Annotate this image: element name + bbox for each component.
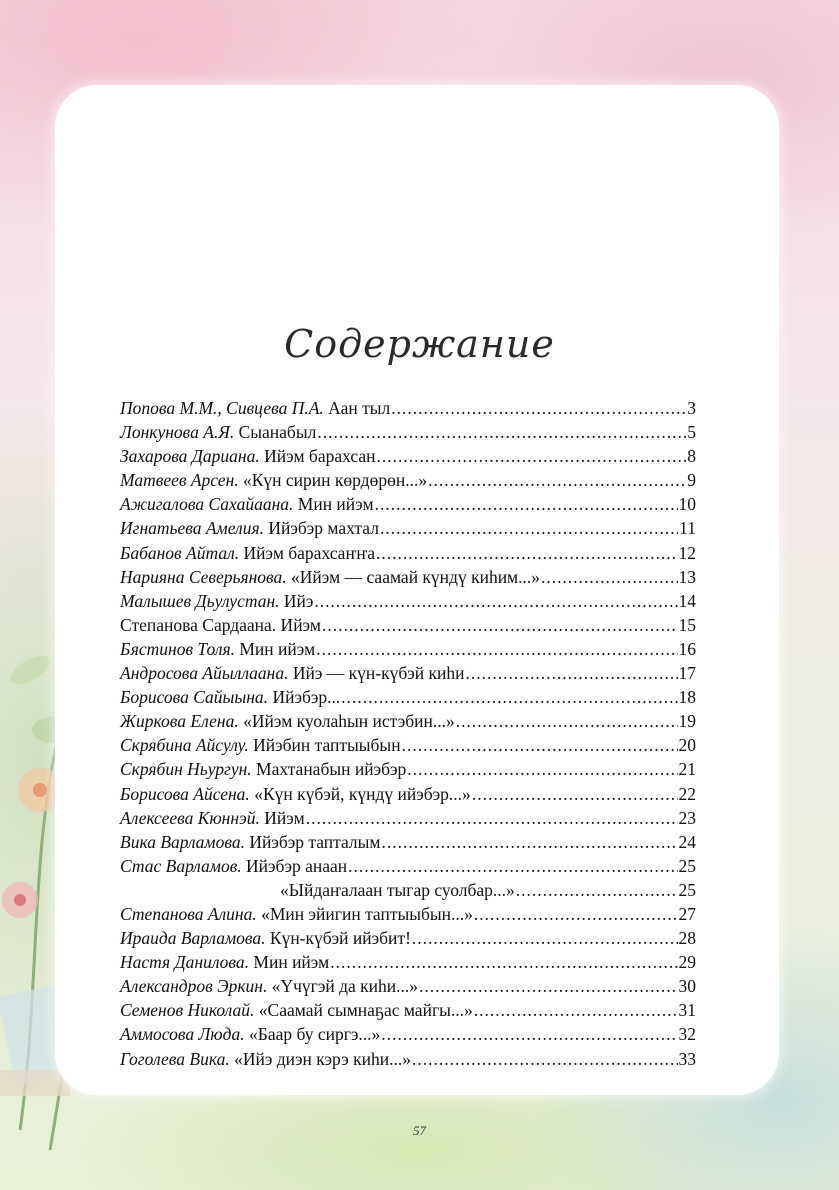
toc-author: Бястинов Толя. [120,638,235,659]
toc-entry-title [120,420,316,444]
toc-page-number: 18 [678,687,696,708]
toc-entry-title [120,757,406,781]
toc-page-number: 13 [678,566,696,587]
toc-entry [120,516,696,540]
toc-author: Матвеев Арсен. [120,470,239,491]
toc-author: Малышев Дьулустан. [120,590,280,611]
toc-entry [120,782,696,806]
toc-page-number: 16 [678,638,696,659]
toc-entry-title [120,565,540,589]
toc-entry-title [120,1022,380,1046]
toc-leader-dots [316,637,677,661]
toc-author: Лонкунова А.Я. [120,422,235,443]
toc-entry [120,468,696,492]
toc-title: «Мин эйигин таптыыбын...» [256,903,473,924]
toc-entry [120,396,696,420]
toc-entry-title [120,1047,411,1071]
toc-author: Александров Эркин. [120,976,268,997]
toc-title: Ийэбэр анаан [241,855,348,876]
toc-author: Настя Данилова. [120,952,250,973]
toc-entry [120,902,696,926]
toc-title: «Күн күбэй, күндү ийэбэр...» [249,783,471,804]
toc-author: Аммосова Люда. [120,1024,245,1045]
toc-entry [120,998,696,1022]
toc-author: Жиркова Елена. [120,711,239,732]
toc-entry-title [120,637,315,661]
toc-leader-dots [428,468,686,492]
toc-title: «Баар бу сиргэ...» [244,1024,381,1045]
toc-page-number: 3 [687,398,696,418]
toc-author: Борисова Айсена. [120,783,250,804]
toc-leader-dots [382,830,678,854]
toc-author: Борисова Сайыына. [120,687,269,708]
toc-leader-dots [474,902,678,926]
toc-page-number: 31 [678,1000,696,1021]
toc-entry [120,950,696,974]
toc-page-number: 24 [678,831,696,852]
toc-page-number: 19 [678,711,696,732]
toc-entry [120,878,696,902]
toc-leader-dots [407,757,677,781]
toc-author: Скрябина Айсулу. [120,735,249,756]
toc-title: Ийэбэр... [268,687,341,708]
toc-page-number: 5 [687,422,696,443]
toc-leader-dots [465,661,677,685]
toc-leader-dots [412,1047,678,1071]
toc-entry [120,613,696,637]
toc-title: Күн-күбэй ийэбит! [265,928,411,949]
toc-author: Игнатьева Амелия. [120,518,264,539]
toc-title: «Үчүгэй да киһи...» [267,976,418,997]
toc-entry-title [120,661,464,685]
toc-page-number: 23 [678,807,696,828]
toc-leader-dots [306,806,678,830]
toc-leader-dots [419,974,678,998]
toc-leader-dots [402,733,678,757]
toc-author: Попова М.М., Сивцева П.А. [120,398,324,418]
toc-leader-dots [322,613,678,637]
toc-title: Мин ийэм [234,638,316,659]
toc-page-number: 12 [678,542,696,563]
toc-leader-dots [391,396,686,420]
toc-entry [120,492,696,516]
toc-author: Нарияна Северьянова. [120,566,287,587]
toc-leader-dots [314,589,677,613]
toc-entry-title [120,902,473,926]
toc-entry [120,589,696,613]
toc-entry-title [120,444,375,468]
page-title: Содержание [284,322,555,366]
toc-title: Степанова Сардаана. Ийэм [120,614,321,635]
toc-author: Андросова Айыллаана. [120,663,289,684]
toc-author: Скрябин Ньургун. [120,759,252,780]
toc-entry [120,709,696,733]
toc-author: Семенов Николай. [120,1000,255,1021]
toc-title: Ийэ [279,590,314,611]
toc-page-number: 15 [678,614,696,635]
toc-entry-title [120,854,347,878]
toc-title: Ийэбин таптыыбын [248,735,401,756]
toc-page-number: 25 [678,855,696,876]
toc-leader-dots [474,998,678,1022]
toc-entry [120,637,696,661]
toc-title: Ийэм барахсаҥҥа [239,542,376,563]
toc-page-number: 20 [678,735,696,756]
toc-entry [120,830,696,854]
toc-title: Ийэ — күн-күбэй киһи [288,663,465,684]
toc-leader-dots [348,854,677,878]
toc-entry [120,854,696,878]
toc-entry-title [120,950,329,974]
toc-entry [120,661,696,685]
toc-page-number: 21 [678,759,696,780]
toc-leader-dots [516,878,678,902]
toc-author: Захарова Дариана. [120,446,260,467]
toc-leader-dots [380,516,678,540]
toc-page-number: 30 [678,976,696,997]
toc-entry-title [120,516,379,540]
toc-page-number: 11 [679,518,696,539]
toc-title: Ийэбэр тапталым [244,831,381,852]
toc-author: Гоголева Вика. [120,1048,230,1069]
toc-leader-dots [412,926,678,950]
toc-leader-dots [381,1022,677,1046]
toc-entry [120,806,696,830]
toc-page-number: 28 [678,928,696,949]
toc-entry [120,926,696,950]
toc-page-number: 33 [678,1048,696,1069]
toc-leader-dots [375,492,678,516]
toc-page-number: 9 [687,470,696,491]
toc-entry [120,420,696,444]
toc-author: Вика Варламова. [120,831,245,852]
toc-page-number: 27 [678,903,696,924]
toc-leader-dots [456,709,678,733]
toc-leader-dots [341,685,677,709]
toc-author: Ираида Варламова. [120,928,266,949]
toc-page-number: 25 [678,879,696,900]
toc-entry [120,541,696,565]
toc-entry-title [120,685,340,709]
toc-page-number: 14 [678,590,696,611]
toc-leader-dots [541,565,677,589]
toc-entry-title [120,830,381,854]
toc-entry-title [120,998,473,1022]
toc-title: Мин ийэм [249,952,330,973]
toc-title: Ийэбэр махтал [263,518,379,539]
toc-entry [120,757,696,781]
toc-page-number: 29 [678,952,696,973]
toc-title: «Ийэм куолаһын истэбин...» [238,711,455,732]
toc-entry [120,1047,696,1071]
toc-entry-title [120,926,411,950]
toc-author: Стас Варламов. [120,855,242,876]
toc-entry-title [120,396,390,420]
toc-entry-title [120,541,375,565]
toc-entry-title [120,468,427,492]
toc-title: «Ийэм — саамай күндү киһим...» [286,566,541,587]
toc-entry-title [120,733,401,757]
toc-leader-dots [376,541,677,565]
toc-entry-title [120,806,305,830]
toc-leader-dots [472,782,678,806]
toc-title: Аан тыл [323,398,391,418]
toc-title: Махтанабын ийэбэр [251,759,407,780]
toc-entry-title [280,878,515,902]
toc-title: Мин ийэм [293,494,374,515]
toc-page-number: 17 [678,663,696,684]
toc-leader-dots [330,950,677,974]
toc-author: Бабанов Айтал. [120,542,240,563]
toc-title: «Саамай сымнаҕас майгы...» [254,1000,473,1021]
toc-title: «Ийэ диэн кэрэ киһи...» [229,1048,411,1069]
toc-title: Ийэм барахсан [259,446,376,467]
toc-entry [120,1022,696,1046]
toc-entry [120,685,696,709]
toc-page-number: 10 [678,494,696,515]
toc-entry-title [120,974,418,998]
toc-entry [120,733,696,757]
toc-page-number: 32 [678,1024,696,1045]
table-of-contents [120,396,696,1071]
toc-entry-title [120,782,471,806]
toc-page-number: 22 [678,783,696,804]
toc-entry-title [120,492,374,516]
toc-title: «Күн сирин көрдөрөн...» [238,470,428,491]
toc-entry [120,565,696,589]
toc-title: Ийэм [259,807,305,828]
toc-title: «Ыйдаҥалаан тыгар суолбар...» [280,879,515,900]
toc-entry-title [120,589,313,613]
page-number: 57 [413,1123,426,1138]
toc-author: Ажигалова Сахайаана. [120,494,294,515]
toc-page-number: 8 [687,446,696,467]
toc-entry [120,974,696,998]
toc-author: Степанова Алина. [120,903,257,924]
toc-entry-title [120,709,455,733]
toc-author: Алексеева Кюннэй. [120,807,260,828]
toc-entry-title [120,613,321,637]
toc-leader-dots [317,420,686,444]
toc-title: Сыанабыл [234,422,317,443]
toc-entry [120,444,696,468]
toc-leader-dots [376,444,686,468]
